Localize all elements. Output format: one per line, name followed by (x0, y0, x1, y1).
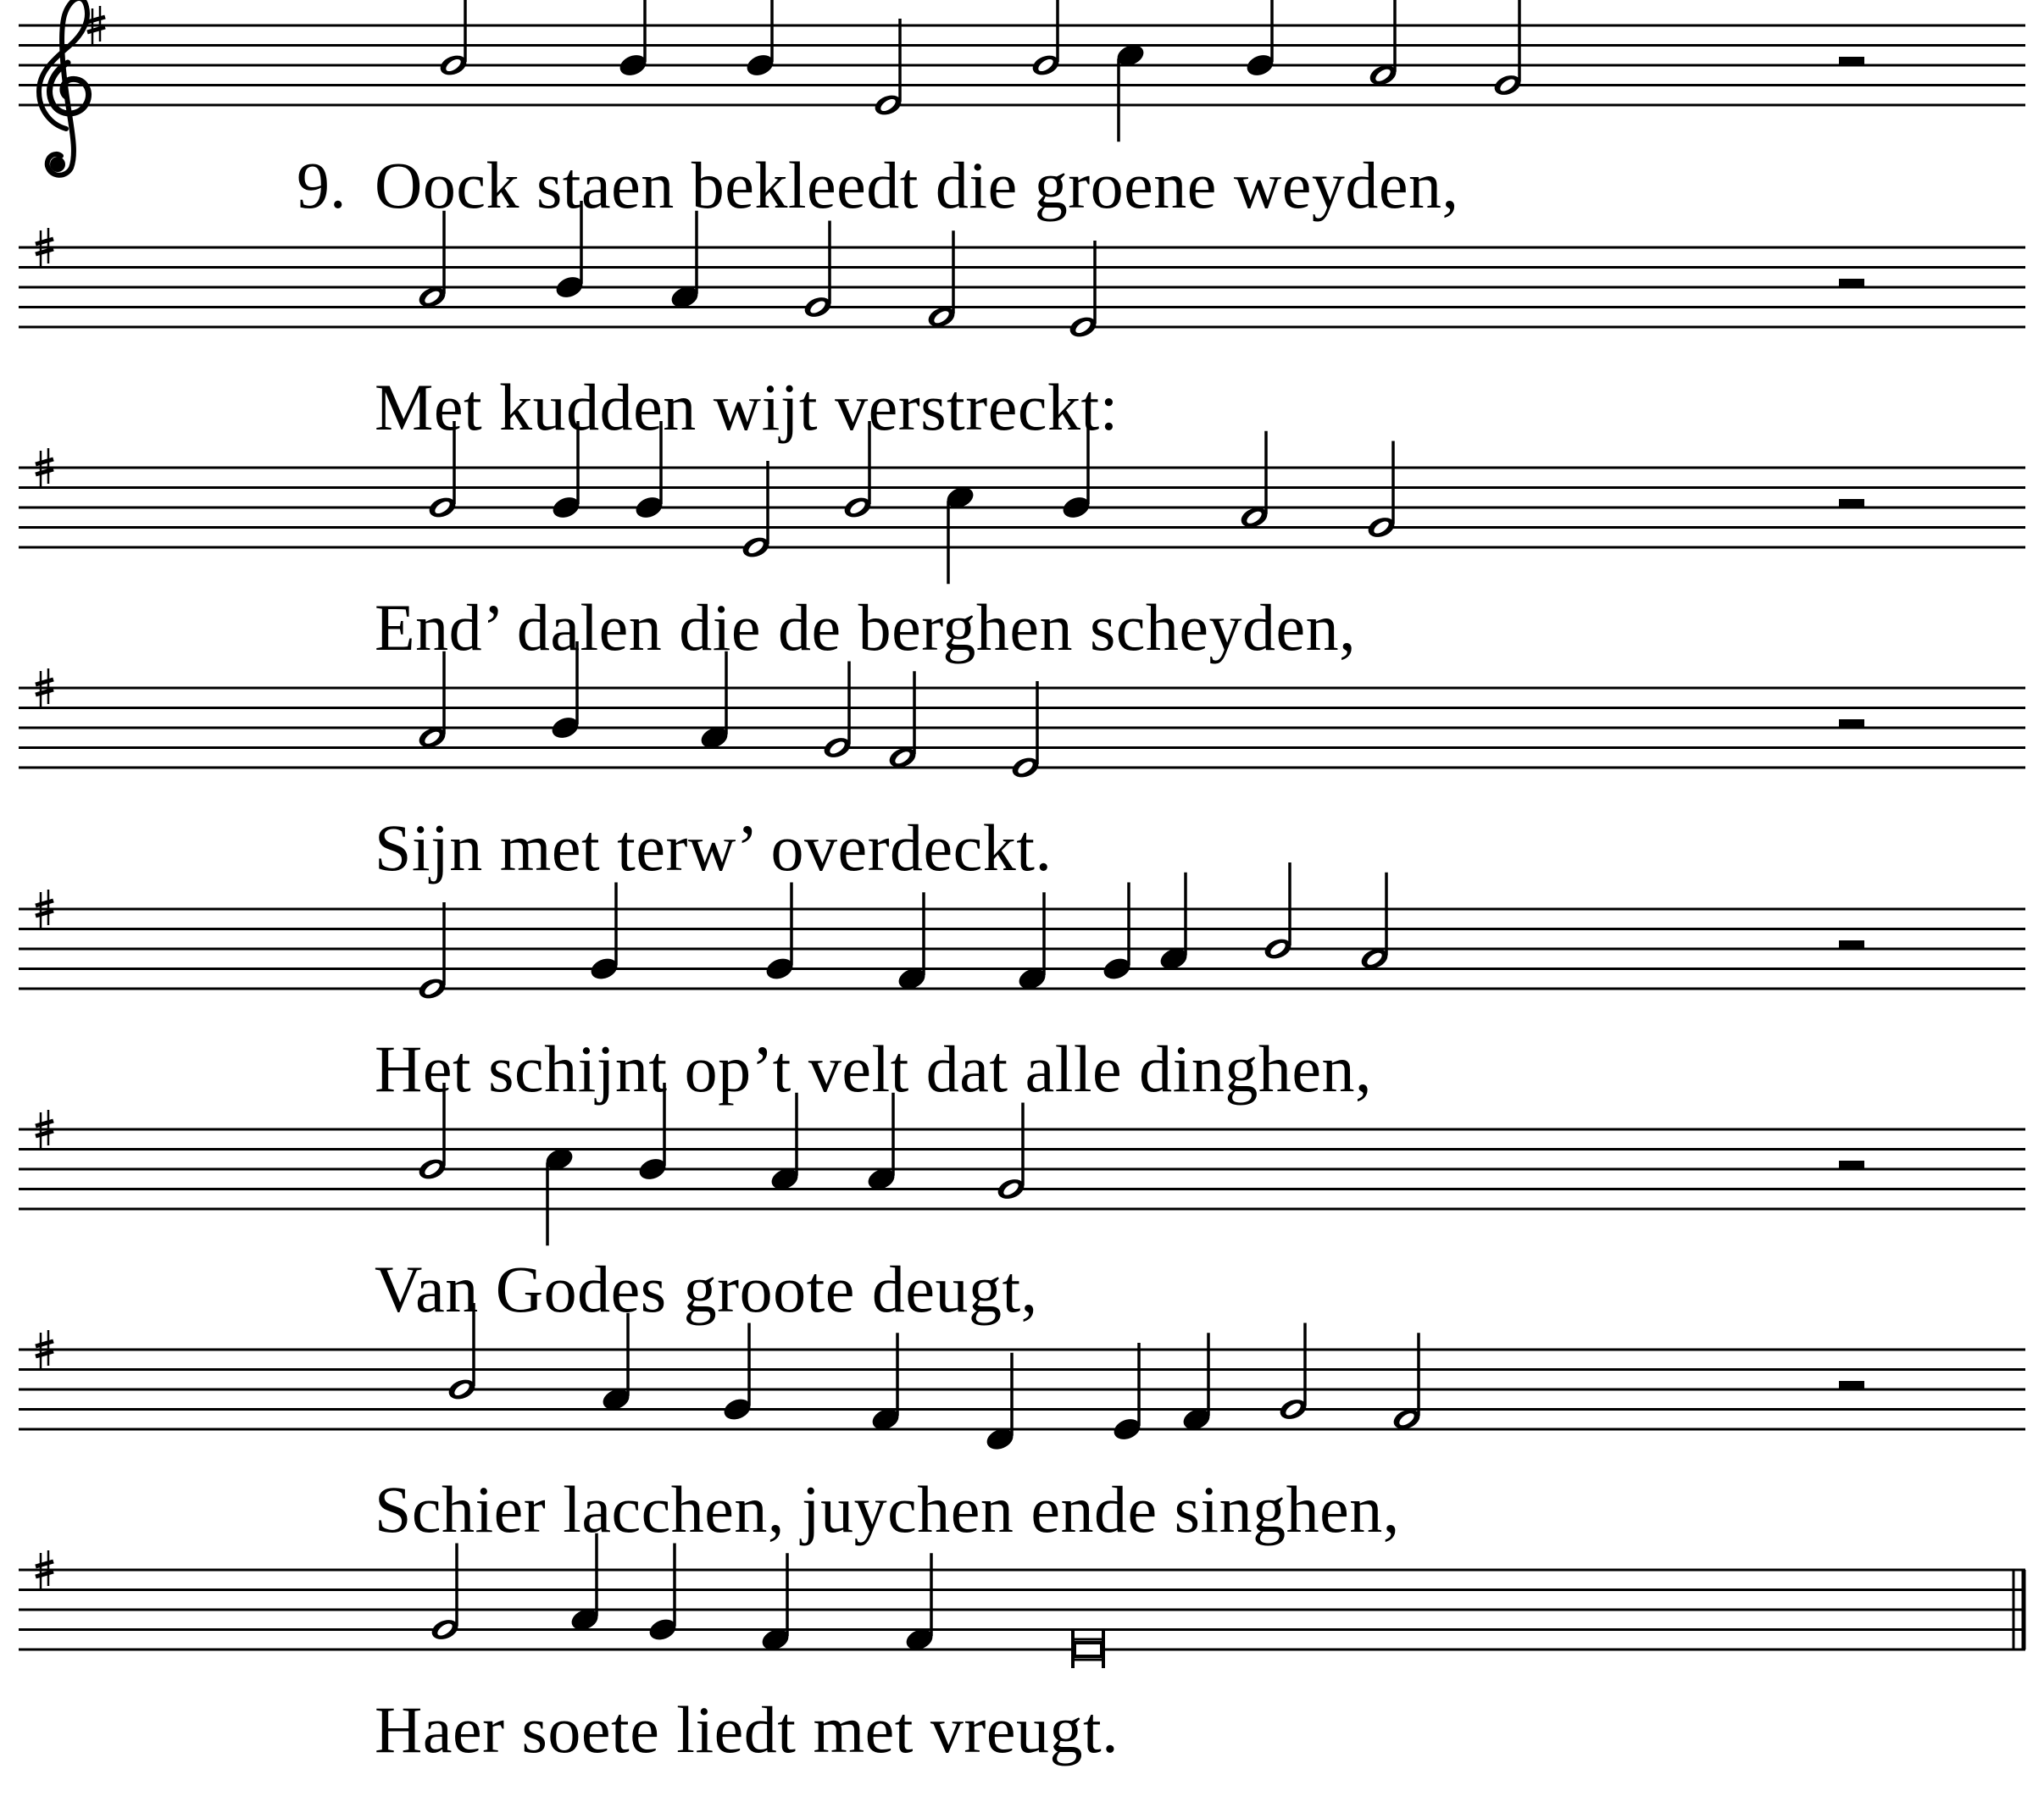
lyric-line: Van Godes groote deugt, (375, 1252, 1038, 1326)
staff (19, 688, 2025, 768)
verse-number: 9. (297, 148, 347, 222)
lyric-line: Oock staen bekleedt die groene weyden, (375, 148, 1459, 222)
lyric-line: End’ dalen die de berghen scheyden, (375, 591, 1357, 664)
half-rest-icon (1839, 1381, 1864, 1389)
staff (19, 247, 2025, 327)
half-rest-icon (1839, 1161, 1864, 1169)
lyric-line: Haer soete liedt met vreugt. (375, 1693, 1119, 1766)
half-rest-icon (1839, 940, 1864, 949)
lyric-line: Sijn met terw’ overdeckt. (375, 811, 1053, 884)
lyric-line: Met kudden wijt verstreckt: (375, 370, 1119, 444)
half-rest-icon (1839, 499, 1864, 507)
lyric-line: Schier lacchen, juychen ende singhen, (375, 1472, 1400, 1546)
breve-note (1073, 1631, 1103, 1668)
staff (19, 25, 2025, 105)
staff (19, 468, 2025, 547)
staff (19, 1350, 2025, 1429)
lyric-line: Het schijnt op’t velt dat alle dinghen, (375, 1032, 1372, 1106)
half-rest-icon (1839, 57, 1864, 65)
half-rest-icon (1839, 279, 1864, 287)
half-rest-icon (1839, 719, 1864, 728)
staff (19, 1570, 2025, 1650)
